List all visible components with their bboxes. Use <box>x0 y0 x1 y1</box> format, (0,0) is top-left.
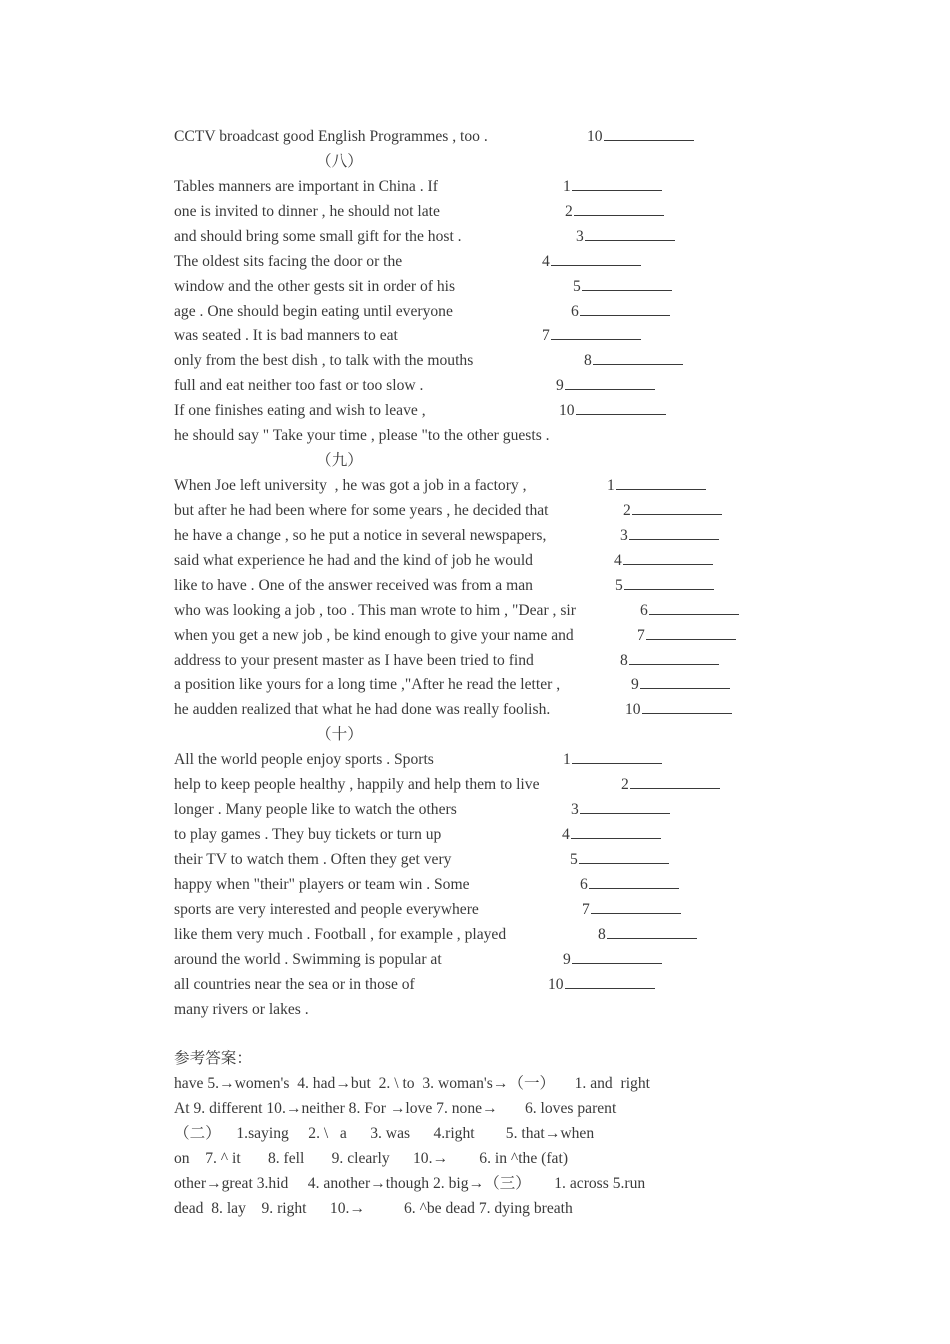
passage-line: but after he had been where for some years , he decided that <box>174 501 549 519</box>
passage-line: only from the best dish , to talk with the mouths <box>174 352 474 370</box>
blank-number: 4 <box>614 551 622 569</box>
answer-blank[interactable] <box>573 274 672 299</box>
passage-line: The oldest sits facing the door or the <box>174 252 403 270</box>
blank-number: 2 <box>623 501 631 519</box>
answer-blank[interactable] <box>620 523 719 548</box>
answer-blank[interactable] <box>542 249 641 274</box>
section-heading: （十） <box>316 726 363 744</box>
answer-blank[interactable] <box>598 922 697 947</box>
passage-line: like them very much . Football , for example , played <box>174 925 507 943</box>
blank-number: 10 <box>625 701 641 719</box>
passage-line: one is invited to dinner , he should not late <box>174 202 440 220</box>
passage-line: If one finishes eating and wish to leave , <box>174 402 426 420</box>
passage-line: full and eat neither too fast or too slow . <box>174 377 424 395</box>
blank-number: 9 <box>563 950 571 968</box>
answer-blank[interactable] <box>631 672 730 697</box>
blank-number: 7 <box>582 900 590 918</box>
passage-line: and should bring some small gift for the host . <box>174 227 462 245</box>
blank-underline <box>585 239 675 241</box>
blank-number: 10 <box>548 975 564 993</box>
passage-line: When Joe left university , he was got a job in a factory , <box>174 477 527 495</box>
blank-number: 5 <box>570 850 578 868</box>
passage-line: All the world people enjoy sports . Sports <box>174 751 434 769</box>
blank-underline <box>589 887 679 889</box>
answer-blank[interactable] <box>563 747 662 772</box>
blank-number: 2 <box>621 776 629 794</box>
answer-blank[interactable] <box>587 124 694 149</box>
blank-underline <box>572 762 662 764</box>
answer-blank[interactable] <box>615 573 714 598</box>
blank-number: 9 <box>556 377 564 395</box>
blank-number: 9 <box>631 676 639 694</box>
answer-blank[interactable] <box>563 174 662 199</box>
answer-blank[interactable] <box>559 398 666 423</box>
blank-number: 1 <box>563 751 571 769</box>
passage-line: was seated . It is bad manners to eat <box>174 327 398 345</box>
passage-line: help to keep people healthy , happily and help them to live <box>174 776 540 794</box>
blank-number: 7 <box>637 626 645 644</box>
passage-line: like to have . One of the answer received was from a man <box>174 576 533 594</box>
blank-underline <box>632 513 722 515</box>
blank-underline <box>642 712 732 714</box>
blank-underline <box>574 214 664 216</box>
blank-underline <box>582 289 672 291</box>
blank-number: 1 <box>607 477 615 495</box>
passage-line: he have a change , so he put a notice in several newspapers, <box>174 526 547 544</box>
passage-line: he should say " Take your time , please "to the other guests . <box>174 427 550 445</box>
blank-number: 8 <box>598 925 606 943</box>
blank-underline <box>579 862 669 864</box>
blank-underline <box>571 837 661 839</box>
section-heading: （八） <box>316 152 363 170</box>
answer-blank[interactable] <box>640 598 739 623</box>
answer-blank[interactable] <box>571 797 670 822</box>
passage-line: who was looking a job , too . This man wrote to him , "Dear , sir <box>174 601 576 619</box>
passage-line: Tables manners are important in China . If <box>174 177 438 195</box>
passage-line: when you get a new job , be kind enough to give your name and <box>174 626 574 644</box>
passage-line: a position like yours for a long time ,"After he read the letter , <box>174 676 561 694</box>
blank-underline <box>591 912 681 914</box>
section-heading: （九） <box>316 452 363 470</box>
passage-line: said what experience he had and the kind of job he would <box>174 551 533 569</box>
answer-blank[interactable] <box>625 697 732 722</box>
answer-blank[interactable] <box>580 872 679 897</box>
answer-blank[interactable] <box>584 348 683 373</box>
passage-line: sports are very interested and people everywhere <box>174 900 479 918</box>
answer-blank[interactable] <box>556 373 655 398</box>
passage-line: many rivers or lakes . <box>174 1000 309 1018</box>
passage-line: all countries near the sea or in those of <box>174 975 415 993</box>
answer-blank[interactable] <box>563 947 662 972</box>
blank-number: 6 <box>640 601 648 619</box>
blank-underline <box>623 563 713 565</box>
blank-number: 3 <box>571 801 579 819</box>
blank-underline <box>607 937 697 939</box>
blank-underline <box>629 663 719 665</box>
answer-blank[interactable] <box>542 323 641 348</box>
answer-key-line: other→great 3.hid 4. another→though 2. big→（三） 1. across 5.run <box>174 1175 646 1193</box>
blank-number: 8 <box>584 352 592 370</box>
blank-number: 4 <box>542 252 550 270</box>
blank-underline <box>640 687 730 689</box>
answer-key-line: dead 8. lay 9. right 10.→ 6. ^be dead 7. dying breath <box>174 1199 573 1217</box>
answer-blank[interactable] <box>565 199 664 224</box>
blank-underline <box>646 638 736 640</box>
blank-underline <box>629 538 719 540</box>
blank-number: 2 <box>565 202 573 220</box>
blank-number: 1 <box>563 177 571 195</box>
passage-line: to play games . They buy tickets or turn up <box>174 826 442 844</box>
passage-line: their TV to watch them . Often they get very <box>174 850 452 868</box>
blank-underline <box>572 962 662 964</box>
answer-key-line: At 9. different 10.→neither 8. For →love 7. none→ 6. loves parent <box>174 1100 617 1118</box>
blank-number: 10 <box>587 128 603 145</box>
answer-blank[interactable] <box>614 548 713 573</box>
passage-line: age . One should begin eating until everyone <box>174 302 453 320</box>
blank-number: 6 <box>580 875 588 893</box>
answer-blank[interactable] <box>637 623 736 648</box>
passage-line: address to your present master as I have been tried to find <box>174 651 534 669</box>
passage-line: window and the other gests sit in order of his <box>174 277 456 295</box>
blank-underline <box>580 314 670 316</box>
blank-underline <box>551 264 641 266</box>
answer-key-line: on 7. ^ it 8. fell 9. clearly 10.→ 6. in ^the (fat) <box>174 1150 569 1168</box>
blank-underline <box>630 787 720 789</box>
blank-underline <box>616 488 706 490</box>
blank-number: 5 <box>573 277 581 295</box>
blank-underline <box>576 413 666 415</box>
blank-underline <box>624 588 714 590</box>
answer-blank[interactable] <box>548 972 655 997</box>
blank-underline <box>572 189 662 191</box>
answer-blank[interactable] <box>562 822 661 847</box>
answer-blank[interactable] <box>570 847 669 872</box>
blank-underline <box>580 812 670 814</box>
blank-number: 10 <box>559 402 575 420</box>
answer-blank[interactable] <box>607 473 706 498</box>
passage-line: CCTV broadcast good English Programmes , too . <box>174 128 488 145</box>
passage-line: he audden realized that what he had done was really foolish. <box>174 701 551 719</box>
passage-line: longer . Many people like to watch the others <box>174 801 457 819</box>
blank-number: 5 <box>615 576 623 594</box>
passage-line: happy when "their" players or team win . Some <box>174 875 470 893</box>
blank-number: 3 <box>620 526 628 544</box>
blank-underline <box>565 987 655 989</box>
blank-number: 8 <box>620 651 628 669</box>
blank-number: 3 <box>576 227 584 245</box>
blank-underline <box>604 139 694 141</box>
answer-blank[interactable] <box>576 224 675 249</box>
blank-underline <box>551 338 641 340</box>
blank-number: 7 <box>542 327 550 345</box>
answer-blank[interactable] <box>582 897 681 922</box>
blank-number: 4 <box>562 826 570 844</box>
answer-blank[interactable] <box>621 772 720 797</box>
blank-underline <box>565 388 655 390</box>
answer-blank[interactable] <box>623 498 722 523</box>
answers-title: 参考答案： <box>174 1050 252 1068</box>
answer-blank[interactable] <box>571 299 670 324</box>
blank-underline <box>649 613 739 615</box>
answer-key-line: have 5.→women's 4. had→but 2. \ to 3. woman's→（一） 1. and right <box>174 1075 650 1093</box>
answer-blank[interactable] <box>620 648 719 673</box>
passage-line: around the world . Swimming is popular at <box>174 950 442 968</box>
answer-key-line: （二） 1.saying 2. \ a 3. was 4.right 5. that→when <box>174 1125 595 1143</box>
blank-underline <box>593 363 683 365</box>
blank-number: 6 <box>571 302 579 320</box>
